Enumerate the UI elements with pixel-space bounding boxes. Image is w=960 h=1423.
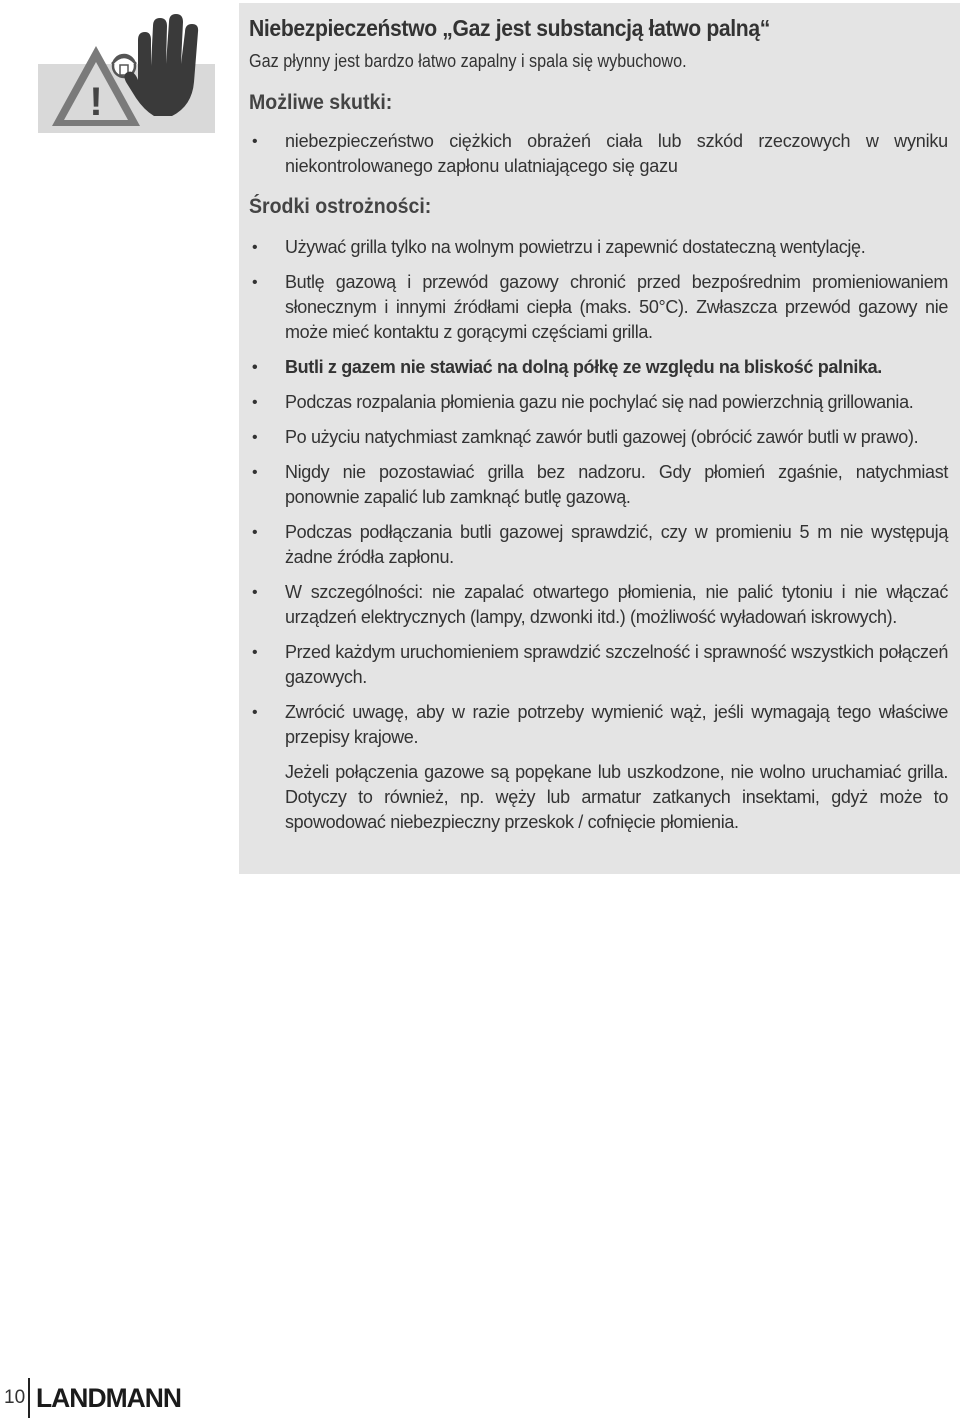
warning-panel: [239, 3, 960, 874]
list-item: [249, 425, 948, 450]
bullet-icon: •: [252, 464, 258, 481]
list-item-text: Butli z gazem nie stawiać na dolną półkę ze względu na bliskość palnika.: [285, 357, 882, 377]
list-item-text: Podczas rozpalania płomienia gazu nie pochylać się nad powierzchnią grillowania.: [285, 392, 914, 412]
list-item: [249, 640, 948, 690]
consequences-heading: Możliwe skutki:: [249, 91, 393, 114]
bullet-icon: •: [252, 644, 258, 661]
list-item-text: Butlę gazową i przewód gazowy chronić przed bezpośrednim promieniowaniem słonecznym i innymi źródłami ciepła (maks. 50°C). Zwłaszcza przewód gazowy nie może mieć kontaktu z gorącymi częściami grilla.: [285, 272, 948, 342]
precautions-list: [249, 235, 948, 750]
bullet-icon: •: [252, 359, 258, 376]
list-item: [249, 235, 948, 260]
list-item-text: Przed każdym uruchomieniem sprawdzić szczelność i sprawność wszystkich połączeń gazowych.: [285, 642, 948, 687]
bullet-icon: •: [252, 274, 258, 291]
page-number: 10: [4, 1387, 26, 1408]
page-footer: [4, 1378, 184, 1418]
consequences-list: [249, 129, 948, 179]
footer-divider: [28, 1378, 30, 1418]
list-item: [249, 580, 948, 630]
warning-subtitle: Gaz płynny jest bardzo łatwo zapalny i spala się wybuchowo.: [249, 51, 687, 71]
list-item: [249, 270, 948, 345]
list-item-text: niebezpieczeństwo ciężkich obrażeń ciała lub szkód rzeczowych w wyniku niekontrolowanego zapłonu ulatniającego się gazu: [285, 131, 948, 176]
bullet-icon: •: [252, 239, 258, 256]
list-item-text: Używać grilla tylko na wolnym powietrzu i zapewnić dostateczną wentylację.: [285, 237, 866, 257]
list-item-text: W szczególności: nie zapalać otwartego płomienia, nie palić tytoniu i nie włączać urządzeń elektrycznych (lampy, dzwonki itd.) (możliwość wyładowań iskrowych).: [285, 582, 948, 627]
list-item: [249, 460, 948, 510]
list-item: [249, 129, 948, 179]
list-item: [249, 700, 948, 750]
list-item: [249, 390, 948, 415]
bullet-icon: •: [252, 524, 258, 541]
precautions-heading: Środki ostrożności:: [249, 195, 432, 218]
precautions-note: Jeżeli połączenia gazowe są popękane lub uszkodzone, nie wolno uruchamiać grilla. Dotyczy to również, np. węży lub armatur zatkanych insektami, gdyż może to spowodować niebezpieczny przeskok / cofnięcie płomienia.: [285, 762, 948, 832]
list-item: [249, 520, 948, 570]
brand-logo: LANDMANN: [36, 1382, 182, 1413]
danger-stop-hand-icon: [38, 6, 215, 133]
bullet-icon: •: [252, 429, 258, 446]
list-item-emphasized: [249, 355, 948, 380]
list-item-text: Po użyciu natychmiast zamknąć zawór butli gazowej (obrócić zawór butli w prawo).: [285, 427, 919, 447]
bullet-icon: •: [252, 394, 258, 411]
list-item-text: Zwrócić uwagę, aby w razie potrzeby wymienić wąż, jeśli wymagają tego właściwe przepisy krajowe.: [285, 702, 948, 747]
list-item-text: Nigdy nie pozostawiać grilla bez nadzoru. Gdy płomień zgaśnie, natychmiast ponownie zapalić lub zamknąć butlę gazową.: [285, 462, 948, 507]
bullet-icon: •: [252, 584, 258, 601]
warning-title: Niebezpieczeństwo „Gaz jest substancją łatwo palną“: [249, 15, 770, 41]
bullet-icon: •: [252, 704, 258, 721]
list-item-text: Podczas podłączania butli gazowej sprawdzić, czy w promieniu 5 m nie występują żadne źródła zapłonu.: [285, 522, 948, 567]
exclamation-mark: !: [89, 80, 103, 124]
bullet-icon: •: [252, 133, 258, 150]
